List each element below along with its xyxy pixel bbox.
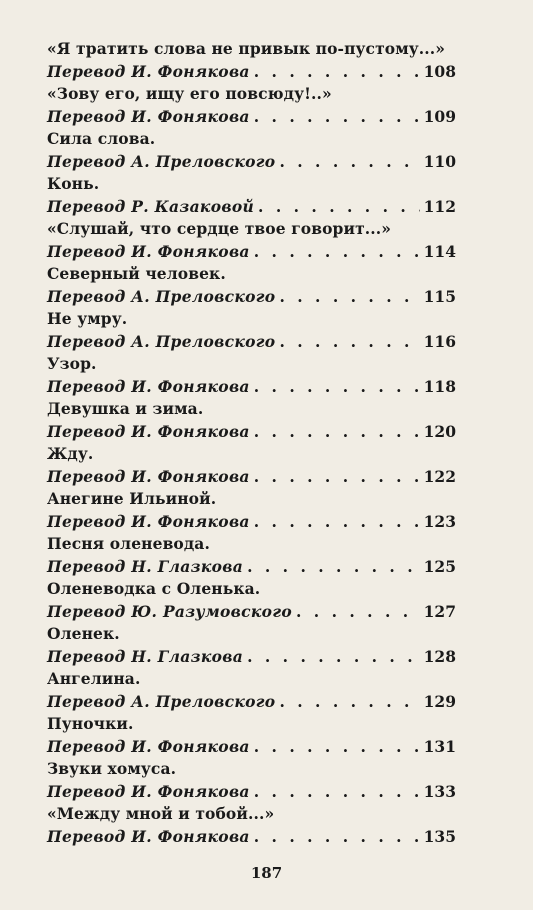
poem-title: Узор.: [47, 354, 97, 373]
entry-page-number: 127: [423, 601, 456, 621]
entry-page-number: 112: [423, 196, 456, 216]
toc-entry: [47, 218, 456, 263]
toc-entry: [47, 83, 456, 128]
poem-title: Жду.: [47, 444, 94, 463]
toc-entry: [47, 173, 456, 218]
toc-entry: [47, 713, 456, 758]
poem-title: Звуки хомуса.: [47, 759, 177, 778]
dot-leader: [275, 286, 419, 309]
translator-line: [47, 241, 456, 264]
toc-entry: [47, 578, 456, 623]
translator-credit: Перевод И. Фонякова: [47, 61, 250, 81]
entry-page-number: 109: [423, 106, 456, 126]
translator-credit: Перевод Р. Казаковой: [47, 196, 255, 216]
toc-entry: [47, 758, 456, 803]
entry-page-number: 120: [423, 421, 456, 441]
dot-leader: [250, 421, 420, 444]
translator-credit: Перевод А. Преловского: [47, 151, 276, 171]
poem-title: Оленек.: [47, 624, 120, 643]
translator-line: [47, 196, 456, 219]
toc-entry: [47, 533, 456, 578]
toc-entry: [47, 623, 456, 668]
entry-page-number: 131: [423, 736, 456, 756]
translator-line: [47, 826, 456, 849]
translator-line: [47, 511, 456, 534]
entry-page-number: 118: [423, 376, 456, 396]
dot-leader: [243, 556, 420, 579]
poem-title: Ангелина.: [47, 669, 141, 688]
page-number: 187: [250, 864, 283, 882]
poem-title: Пуночки.: [47, 714, 134, 733]
dot-leader: [250, 781, 420, 804]
translator-credit: Перевод А. Преловского: [47, 331, 276, 351]
dot-leader: [275, 691, 419, 714]
entry-page-number: 123: [423, 511, 456, 531]
translator-line: [47, 601, 456, 624]
entry-page-number: 122: [423, 466, 456, 486]
entry-page-number: 115: [423, 286, 456, 306]
poem-title: Оленеводка с Оленька.: [47, 579, 261, 598]
toc-entry: [47, 443, 456, 488]
toc-entry: [47, 398, 456, 443]
entry-page-number: 116: [423, 331, 456, 351]
translator-credit: Перевод И. Фонякова: [47, 511, 250, 531]
entry-page-number: 129: [423, 691, 456, 711]
translator-line: [47, 421, 456, 444]
translator-credit: Перевод И. Фонякова: [47, 421, 250, 441]
poem-title: «Я тратить слова не привык по-пустому...»: [47, 39, 446, 58]
translator-credit: Перевод И. Фонякова: [47, 781, 250, 801]
translator-credit: Перевод Ю. Разумовского: [47, 601, 292, 621]
dot-leader: [250, 736, 420, 759]
toc-entry: [47, 38, 456, 83]
entry-page-number: 133: [423, 781, 456, 801]
toc-entry: [47, 263, 456, 308]
dot-leader: [250, 466, 420, 489]
toc-entry: [47, 128, 456, 173]
entry-page-number: 108: [423, 61, 456, 81]
dot-leader: [254, 196, 420, 219]
dot-leader: [275, 331, 419, 354]
toc-entry: [47, 668, 456, 713]
translator-credit: Перевод И. Фонякова: [47, 466, 250, 486]
dot-leader: [250, 826, 420, 849]
translator-line: [47, 376, 456, 399]
dot-leader: [250, 61, 420, 84]
dot-leader: [250, 376, 420, 399]
poem-title: Девушка и зима.: [47, 399, 204, 418]
entry-page-number: 135: [423, 826, 456, 846]
poem-title: «Слушай, что сердце твое говорит...»: [47, 219, 392, 238]
dot-leader: [250, 106, 420, 129]
toc-entry: [47, 488, 456, 533]
translator-credit: Перевод Н. Глазкова: [47, 646, 244, 666]
dot-leader: [250, 241, 420, 264]
translator-line: [47, 61, 456, 84]
translator-credit: Перевод И. Фонякова: [47, 376, 250, 396]
translator-credit: Перевод И. Фонякова: [47, 241, 250, 261]
translator-credit: Перевод И. Фонякова: [47, 736, 250, 756]
dot-leader: [250, 511, 420, 534]
poem-title: Северный человек.: [47, 264, 226, 283]
toc-entry: [47, 308, 456, 353]
entry-page-number: 128: [423, 646, 456, 666]
translator-credit: Перевод А. Преловского: [47, 691, 276, 711]
translator-line: [47, 331, 456, 354]
poem-title: Конь.: [47, 174, 100, 193]
translator-credit: Перевод И. Фонякова: [47, 106, 250, 126]
translator-line: [47, 646, 456, 669]
poem-title: «Между мной и тобой...»: [47, 804, 275, 823]
poem-title: «Зову его, ищу его повсюду!..»: [47, 84, 332, 103]
toc-entry: [47, 353, 456, 398]
poem-title: Не умру.: [47, 309, 128, 328]
dot-leader: [243, 646, 420, 669]
dot-leader: [292, 601, 420, 624]
table-of-contents: [47, 38, 456, 848]
poem-title: Анегине Ильиной.: [47, 489, 217, 508]
translator-line: [47, 736, 456, 759]
translator-line: [47, 286, 456, 309]
translator-credit: Перевод Н. Глазкова: [47, 556, 244, 576]
poem-title: Песня оленевода.: [47, 534, 210, 553]
toc-entry: [47, 803, 456, 848]
entry-page-number: 125: [423, 556, 456, 576]
translator-line: [47, 781, 456, 804]
dot-leader: [275, 151, 419, 174]
translator-credit: Перевод А. Преловского: [47, 286, 276, 306]
translator-line: [47, 466, 456, 489]
entry-page-number: 110: [423, 151, 456, 171]
translator-line: [47, 151, 456, 174]
translator-line: [47, 691, 456, 714]
poem-title: Сила слова.: [47, 129, 156, 148]
translator-line: [47, 106, 456, 129]
translator-line: [47, 556, 456, 579]
entry-page-number: 114: [423, 241, 456, 261]
translator-credit: Перевод И. Фонякова: [47, 826, 250, 846]
